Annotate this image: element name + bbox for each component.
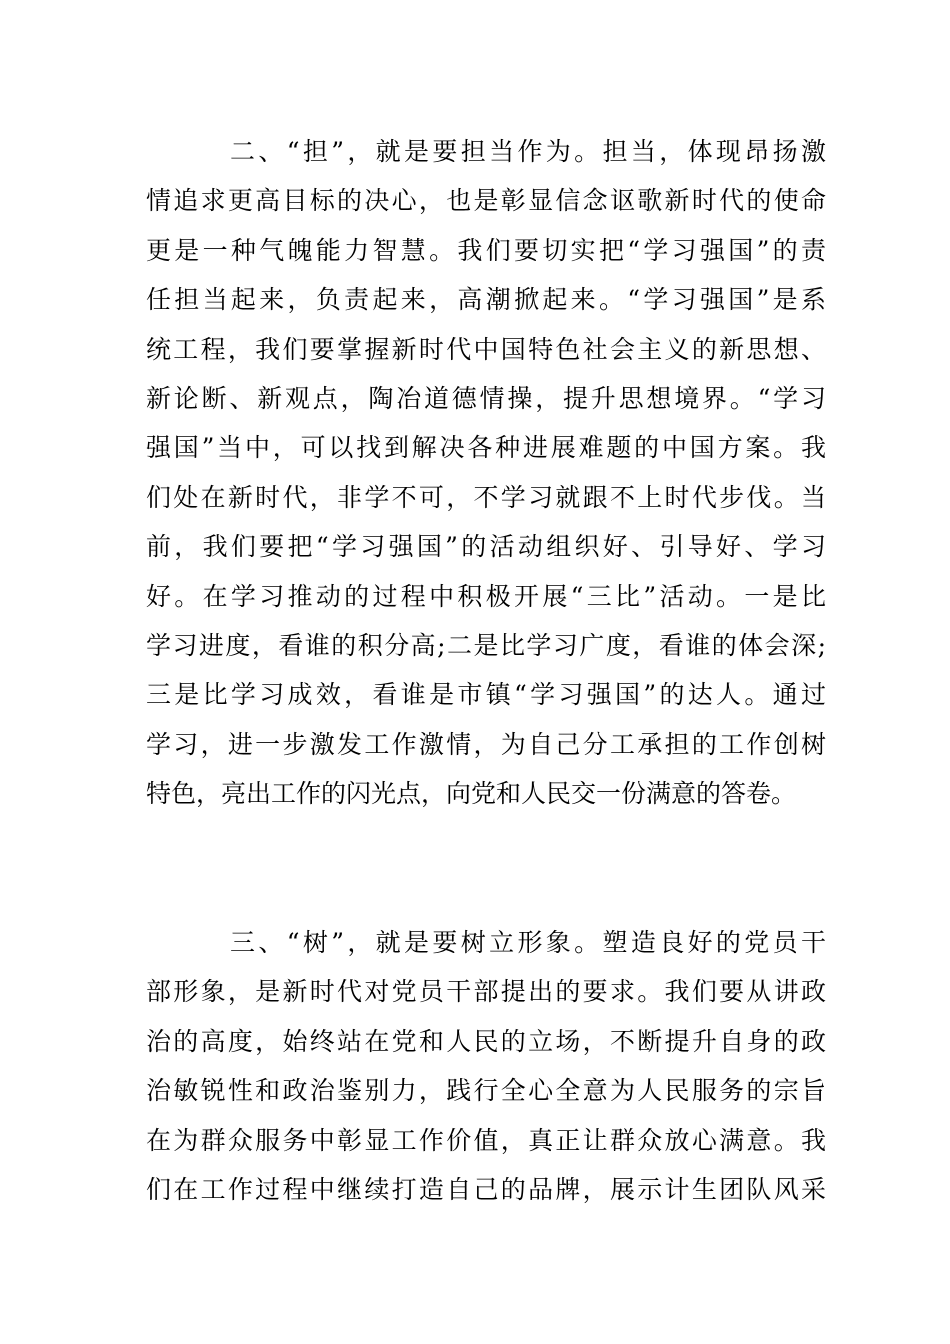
paragraph-line: 三是比学习成效，看谁是市镇“学习强国”的达人。通过 (146, 680, 826, 710)
paragraph-line: 二、“担”，就是要担当作为。担当，体现昂扬激 (230, 137, 826, 166)
paragraph-line: 强国”当中，可以找到解决各种进展难题的中国方案。我 (146, 433, 826, 463)
paragraph-line: 任担当起来，负责起来，高潮掀起来。“学习强国”是系 (146, 285, 826, 315)
paragraph-line: 治敏锐性和政治鉴别力，践行全心全意为人民服务的宗旨 (146, 1076, 826, 1106)
paragraph-line: 特色，亮出工作的闪光点，向党和人民交一份满意的答卷。 (146, 779, 797, 809)
paragraph-line: 情追求更高目标的决心，也是彰显信念讴歌新时代的使命 (146, 186, 826, 216)
paragraph-line: 三、“树”，就是要树立形象。塑造良好的党员干 (230, 928, 826, 957)
paragraph-line: 新论断、新观点，陶冶道德情操，提升思想境界。“学习 (146, 383, 826, 413)
paragraph-line: 前，我们要把“学习强国”的活动组织好、引导好、学习 (146, 532, 826, 562)
paragraph-line: 统工程，我们要掌握新时代中国特色社会主义的新思想、 (146, 334, 826, 364)
paragraph-line: 治的高度，始终站在党和人民的立场，不断提升自身的政 (146, 1026, 826, 1056)
paragraph-line: 学习，进一步激发工作激情，为自己分工承担的工作创树 (146, 729, 826, 759)
paragraph-line: 们处在新时代，非学不可，不学习就跟不上时代步伐。当 (146, 482, 826, 512)
paragraph-dan (146, 127, 826, 818)
paragraph-line: 们在工作过程中继续打造自己的品牌，展示计生团队风采 (146, 1174, 826, 1204)
paragraph-line: 学习进度，看谁的积分高;二是比学习广度，看谁的体会深; (146, 630, 826, 660)
paragraph-shu (146, 918, 826, 1214)
paragraph-line: 更是一种气魄能力智慧。我们要切实把“学习强国”的责 (146, 235, 826, 265)
paragraph-line: 好。在学习推动的过程中积极开展“三比”活动。一是比 (146, 581, 826, 611)
paragraph-line: 部形象，是新时代对党员干部提出的要求。我们要从讲政 (146, 977, 826, 1007)
paragraph-line: 在为群众服务中彰显工作价值，真正让群众放心满意。我 (146, 1125, 826, 1155)
